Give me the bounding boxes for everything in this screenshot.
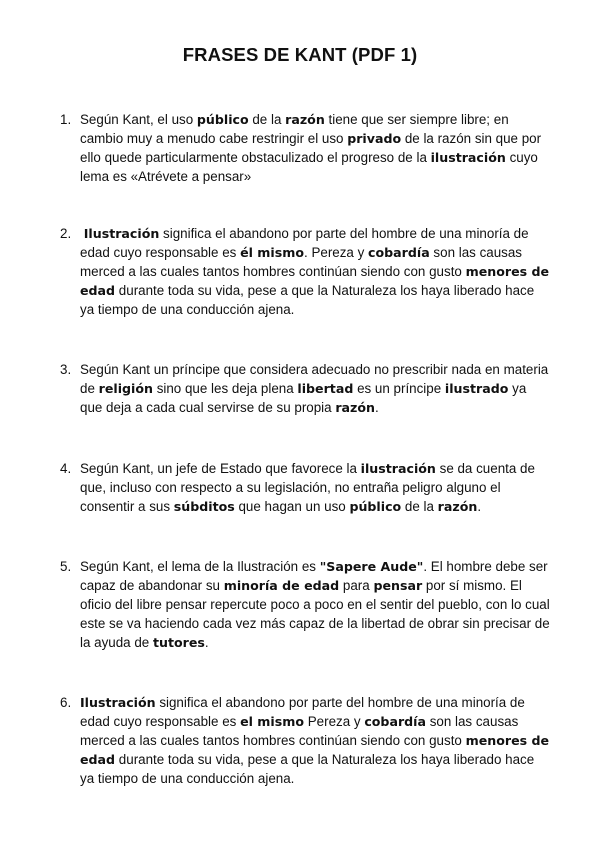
text-run: Según Kant, el lema de la Ilustración es xyxy=(80,559,320,574)
bold-term: súbditos xyxy=(173,499,235,514)
text-run: que hagan un uso xyxy=(234,499,350,514)
list-item-6 xyxy=(60,693,550,788)
text-run: ya que deja a cada cual servirse de su propia xyxy=(80,381,527,415)
item-text xyxy=(80,459,550,516)
bold-term: menores de edad xyxy=(80,733,550,767)
text-run: . xyxy=(477,499,482,514)
text-run: significa el abandono por parte del hombre de una minoría de edad cuyo responsable es xyxy=(80,695,525,729)
bold-term: ilustración xyxy=(430,150,506,165)
item-number: 6. xyxy=(60,695,72,710)
bold-term: "Sapere Aude" xyxy=(319,559,424,574)
text-run: de la xyxy=(248,112,286,127)
text-run: Pereza y xyxy=(304,714,365,729)
item-text xyxy=(80,557,550,652)
text-run: durante toda su vida, pese a que la Naturaleza los haya liberado hace ya tiempo de una conducción ajena. xyxy=(80,283,535,317)
list-item-2 xyxy=(60,224,550,319)
text-run: . xyxy=(375,400,379,415)
bold-term: cobardía xyxy=(368,245,430,260)
text-run: para xyxy=(339,578,374,593)
text-run: son las causas merced a las cuales tantos hombres continúan siendo con gusto xyxy=(80,245,522,279)
text-run: es un príncipe xyxy=(353,381,445,396)
bold-term: cobardía xyxy=(364,714,426,729)
text-run: tiene que ser siempre libre; en cambio muy a menudo cabe restringir el uso xyxy=(80,112,509,146)
item-text xyxy=(80,110,550,186)
bold-term: menores de edad xyxy=(80,264,550,298)
bold-term: tutores xyxy=(152,635,205,650)
bold-term: el mismo xyxy=(240,714,305,729)
text-run: se da cuenta de que, incluso con respecto a su legislación, no entraña peligro alguno el consentir a sus xyxy=(80,461,535,514)
bold-term: Ilustración xyxy=(80,695,156,710)
text-run: durante toda su vida, pese a que la Naturaleza los haya liberado hace ya tiempo de una conducción ajena. xyxy=(80,752,535,786)
bold-term: público xyxy=(349,499,402,514)
item-number: 1. xyxy=(60,112,72,127)
item-text xyxy=(80,693,550,788)
text-run: son las causas merced a las cuales tantos hombres continúan siendo con gusto xyxy=(80,714,519,748)
text-run: . xyxy=(204,635,209,650)
text-run: cuyo lema es «Atrévete a pensar» xyxy=(80,150,538,184)
bold-term: minoría de edad xyxy=(223,578,340,593)
item-number: 3. xyxy=(60,362,72,377)
item-number: 2. xyxy=(60,226,72,241)
text-run: . El hombre debe ser capaz de abandonar su xyxy=(80,559,548,593)
text-run: . Pereza y xyxy=(304,245,369,260)
text-run: Según Kant, el uso xyxy=(80,112,197,127)
item-text xyxy=(80,360,550,417)
item-number: 4. xyxy=(60,461,72,476)
text-run: Según Kant, un jefe de Estado que favorece la xyxy=(80,461,361,476)
bold-term: público xyxy=(196,112,249,127)
text-run: sino que les deja plena xyxy=(152,381,298,396)
bold-term: religión xyxy=(98,381,153,396)
page-title: FRASES DE KANT (PDF 1) xyxy=(182,44,418,65)
bold-term: razón xyxy=(285,112,325,127)
list-item-4 xyxy=(60,459,550,516)
text-run: Según Kant un príncipe que considera adecuado no prescribir nada en materia de xyxy=(80,362,549,396)
list-item-5 xyxy=(60,557,550,652)
item-number: 5. xyxy=(60,559,72,574)
text-run: por sí mismo. El oficio del libre pensar repercute poco a poco en el sentir del pueblo, con lo cual este se va haciendo cada vez más capaz de la libertad de obrar sin precisar de la ayuda de xyxy=(80,578,550,650)
bold-term: él mismo xyxy=(240,245,305,260)
bold-term: ilustrado xyxy=(444,381,509,396)
list-item-3 xyxy=(60,360,550,417)
bold-term: Ilustración xyxy=(83,226,160,241)
bold-term: privado xyxy=(347,131,402,146)
text-run: significa el abandono por parte del hombre de una minoría de edad cuyo responsable es xyxy=(80,226,529,260)
bold-term: razón xyxy=(437,499,478,514)
text-run: de la xyxy=(401,499,438,514)
bold-term: razón xyxy=(335,400,375,415)
text-run: de la razón sin que por ello quede particularmente obstaculizado el progreso de la xyxy=(80,131,542,165)
list-item-1 xyxy=(60,110,550,186)
bold-term: ilustración xyxy=(360,461,436,476)
bold-term: libertad xyxy=(297,381,354,396)
item-text xyxy=(80,224,550,319)
bold-term: pensar xyxy=(373,578,423,593)
